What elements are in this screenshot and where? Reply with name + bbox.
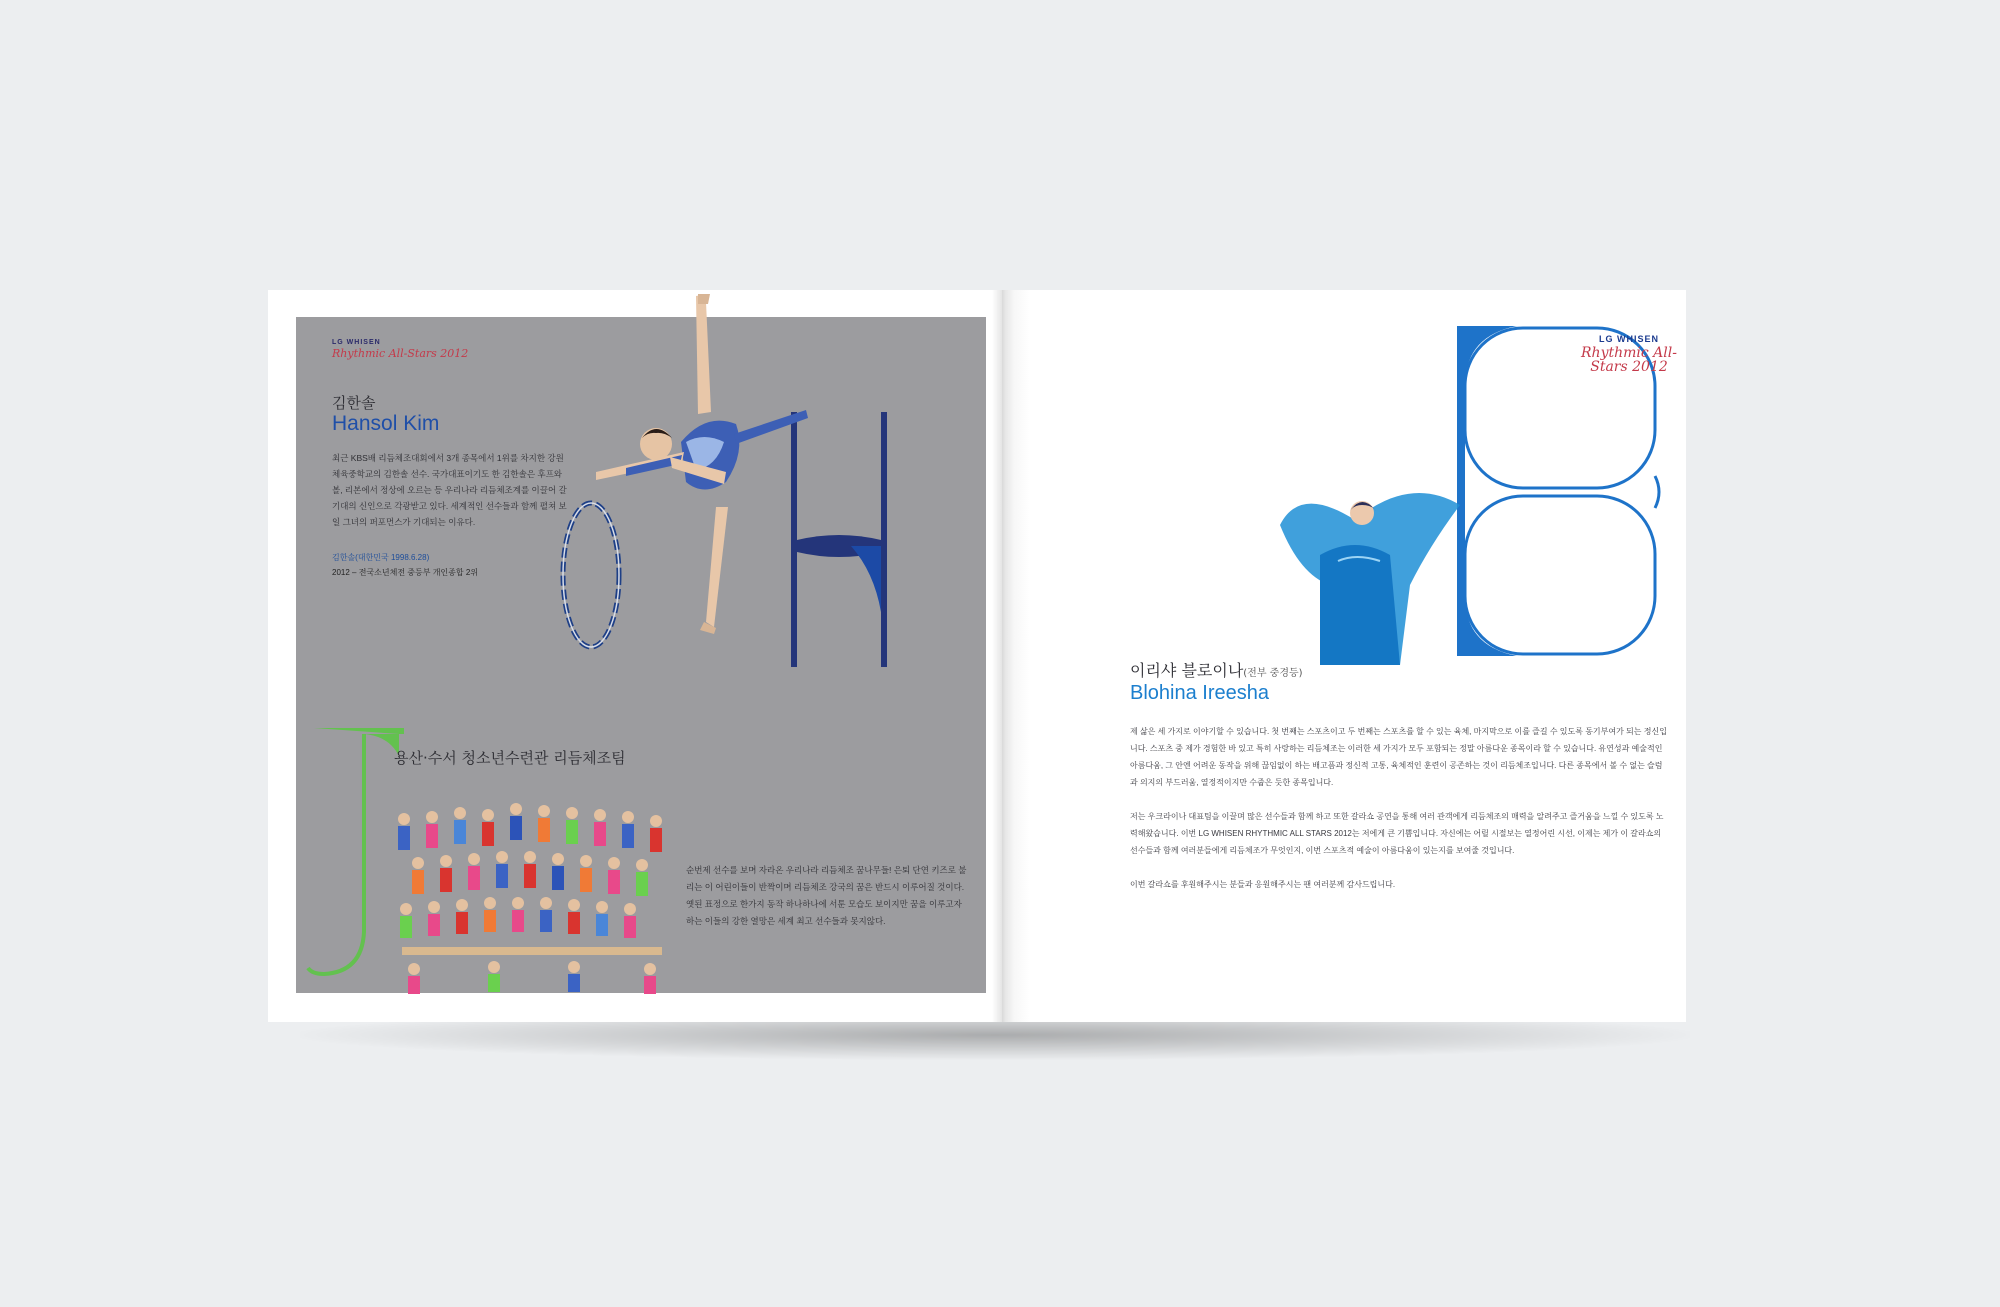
gymnast-photo [586, 292, 846, 652]
athlete-bio: 최근 KBS배 리듬체조대회에서 3개 종목에서 1위를 차지한 강원체육중학교의 김한솔 선수. 국가대표이기도 한 김한솔은 후프와 볼, 리본에서 정상에 오르는 등 우리나라 리듬체조계를 이끌어 갈 기대의 신인으로 각광받고 있다. 세계적인 선수들과 함께 펼쳐 보일 그녀의 퍼포먼스가 기대되는 이유다. [332, 453, 567, 527]
athlete-statement [1130, 723, 1670, 910]
athlete-profile-birth: 김한솔(대한민국 1998.6.28) [332, 553, 430, 562]
team-description: 순번제 선수를 보며 자라온 우리나라 리듬체조 꿈나무들! 은퇴 단연 키즈로 불리는 이 어린이들이 반짝이며 리듬체조 강국의 꿈은 반드시 이루어질 것이다. 옛된 표정으로 한가지 동작 하나하나에 서툰 모습도 보이지만 꿈을 이루고자 하는 이들의 강한 열망은 세계 최고 선수들과 못지않다. [686, 865, 967, 926]
event-logo [332, 339, 468, 359]
athlete-name-korean-right [1130, 658, 1303, 681]
logo-script-text: Rhythmic All-Stars 2012 [332, 347, 469, 360]
athlete-name-korean-sub: (전부 중경등) [1243, 668, 1303, 679]
letter-8-graphic [1457, 326, 1717, 666]
athlete-name-english: Hansol Kim [332, 412, 440, 435]
athlete-blue-dress-photo [1260, 465, 1470, 665]
athlete-name-korean-text: 이리샤 블로이나 [1130, 661, 1244, 680]
team-group-photo [384, 797, 684, 997]
left-page [268, 290, 1002, 1022]
book-gutter [992, 290, 1014, 1022]
logo-script-text-right: Rhythmic All-Stars 2012 [1581, 345, 1677, 375]
event-logo-right [1572, 335, 1686, 374]
statement-paragraph-1: 제 삶은 세 가지로 이야기할 수 있습니다. 첫 번째는 스포츠이고 두 번째는 스포츠를 할 수 있는 육체, 마지막으로 이를 즐길 수 있도록 동기부여가 되는 정신입니다. 스포츠 중 제가 경험한 바 있고 특히 사랑하는 리듬체조는 이러한 세 가지가 모두 포함되는 정말 아름다운 종목이라 할 수 있습니다. 유연성과 예술적인 아름다움, 그 안엔 어려운 동작을 위해 끊임없이 하는 배고픔과 정신적 고통, 육체적인 훈련이 공존하는 것이 리듬체조입니다. 다른 종목에서 볼 수 없는 슬럼과 의지의 부드러움, 열정적이지만 수줍은 듯한 종목입니다. [1130, 727, 1667, 787]
right-page [1002, 290, 1686, 1022]
athlete-name-korean: 김한솔 [332, 394, 376, 412]
statement-paragraph-3: 이번 갈라쇼를 후원해주시는 분들과 응원해주시는 팬 여러분께 감사드립니다. [1130, 880, 1396, 889]
athlete-name-english-right: Blohina Ireesha [1130, 682, 1269, 704]
athlete-profile-record: 2012 – 전국소년체전 중등부 개인종합 2위 [332, 568, 478, 577]
logo-brand-text: LG WHISEN [332, 339, 381, 346]
grey-panel [296, 317, 986, 993]
statement-paragraph-2: 저는 우크라이나 대표팀을 이끌며 많은 선수들과 함께 하고 또한 갈라쇼 공연을 통해 여러 관객에게 리듬체조의 매력을 알려주고 즐거움을 느낄 수 있도록 노력해왔습니다. 이번 LG WHISEN RHYTHMIC ALL STARS 2012는 저에게 큰 기쁨입니다. 자신에는 어릴 시절보는 열정어린 시선, 이제는 제가 이 갈라쇼의 선수들과 함께 여러분들에게 리듬체조가 무엇인지, 이번 스포츠적 예술이 아름다움이 있는지를 보여줄 것입니다. [1130, 812, 1664, 855]
team-title: 용산·수서 청소년수련관 리듬체조팀 [394, 749, 626, 767]
logo-brand-text-right: LG WHISEN [1599, 334, 1659, 344]
